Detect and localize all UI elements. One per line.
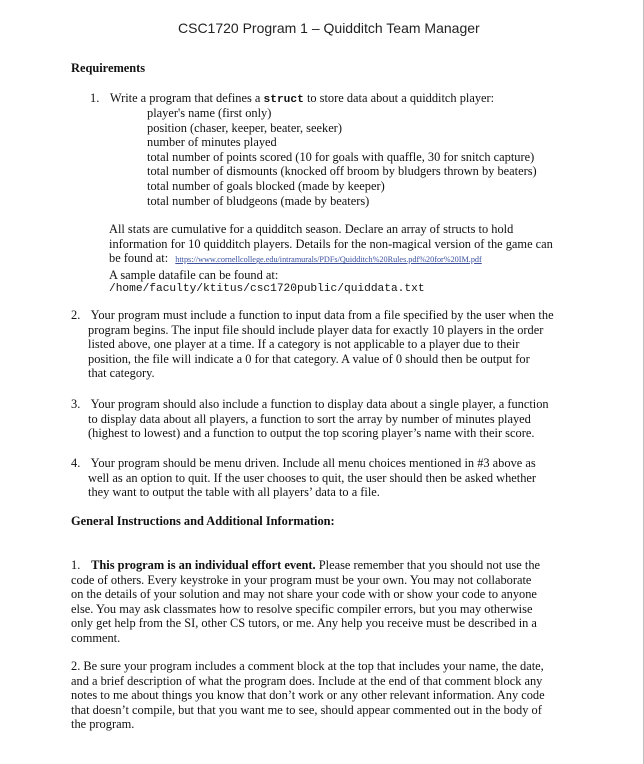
quidditch-rules-link[interactable]: https://www.cornellcollege.edu/intramurals/PDFs/Quidditch%20Rules.pdf%20for%20IM.pdf — [175, 255, 482, 265]
req-item-1-paragraph — [109, 222, 553, 297]
req-item-2-line: listed above, one player at a time. If a category is not applicable to a player due to their — [88, 337, 520, 352]
general-item-1-text: Please remember that you should not use the — [318, 558, 541, 572]
general-item-2 — [71, 659, 545, 732]
general-item-2-line: that doesn’t compile, but that you want me to see, should appear commented out in the body of — [71, 702, 542, 717]
paragraph-line: A sample datafile can be found at: — [109, 267, 279, 282]
req-item-1-text-b: to store data about a quidditch player: — [306, 91, 495, 105]
player-field-item: number of minutes played — [147, 135, 277, 150]
paragraph-line — [109, 251, 553, 268]
general-item-2-line: and a brief description of what the program does. Include at the end of that comment block any — [71, 673, 543, 688]
player-field-item: player's name (first only) — [147, 106, 272, 120]
struct-keyword: struct — [263, 94, 304, 106]
player-field-item: total number of dismounts (knocked off broom by bludgers thrown by beaters) — [147, 164, 537, 179]
req-item-2-number: 2. — [71, 308, 81, 322]
player-field-item: total number of bludgeons (made by beaters) — [147, 193, 370, 208]
req-item-2-line: that category. — [88, 366, 155, 381]
general-item-1-number: 1. — [71, 558, 81, 572]
datafile-path: /home/faculty/ktitus/csc1720public/quiddata.txt — [109, 283, 425, 296]
general-item-1 — [71, 558, 540, 646]
player-field-item: position (chaser, keeper, beater, seeker) — [147, 120, 342, 135]
general-item-2-line: 2. Be sure your program includes a comment block at the top that includes your name, the date, — [71, 659, 544, 673]
player-field-item: total number of goals blocked (made by keeper) — [147, 178, 385, 193]
general-item-1-line: code of others. Every keystroke in your program must be your own. You may not collaborate — [71, 572, 532, 587]
general-item-1-line: only get help from the SI, other CS tutors, or me. Any help you receive must be described in a — [71, 616, 537, 631]
req-item-3 — [71, 397, 549, 441]
req-item-2 — [71, 308, 554, 381]
page-title: CSC1720 Program 1 – Quidditch Team Manager — [178, 20, 480, 36]
req-item-4-line: they want to output the table with all players’ data to a file. — [88, 485, 380, 500]
found-at-label: be found at: — [109, 251, 169, 266]
player-field-list — [147, 106, 537, 208]
req-item-2-line: Your program must include a function to input data from a file specified by the user when the — [90, 308, 554, 322]
req-item-3-line: (highest to lowest) and a function to output the top scoring player’s name with their score. — [88, 426, 535, 441]
req-item-3-number: 3. — [71, 397, 81, 411]
general-item-1-line: comment. — [71, 630, 121, 645]
req-item-3-line: to display data about all players, a function to sort the array by number of minutes played — [88, 411, 531, 426]
individual-effort-statement: This program is an individual effort event. — [91, 558, 316, 572]
req-item-2-line: program begins. The input file should include player data for exactly 10 players in the order — [88, 322, 544, 337]
req-item-1-number: 1. — [90, 91, 100, 105]
req-item-4-number: 4. — [71, 456, 81, 470]
req-item-1-text-a: Write a program that defines a — [109, 91, 261, 105]
general-item-2-line: the program. — [71, 717, 135, 732]
req-item-4 — [71, 456, 536, 500]
req-item-4-line: well as an option to quit. If the user chooses to quit, the user should then be asked whether — [88, 470, 537, 485]
general-heading: General Instructions and Additional Information: — [71, 514, 335, 528]
paragraph-line: information for 10 quidditch players. Details for the non-magical version of the game can — [109, 236, 553, 251]
general-item-1-line: else. You may ask classmates how to resolve specific compiler errors, but you may otherwise — [71, 601, 533, 616]
req-item-2-line: position, the file will indicate a 0 for that category. A value of 0 should then be output for — [88, 351, 530, 366]
player-field-item: total number of points scored (10 for goals with quaffle, 30 for snitch capture) — [147, 149, 535, 164]
general-item-1-line: on the details of your solution and may not share your code with or show your code to anyone — [71, 587, 537, 602]
req-item-4-line: Your program should be menu driven. Include all menu choices mentioned in #3 above as — [90, 456, 536, 470]
paragraph-line: All stats are cumulative for a quidditch season. Declare an array of structs to hold — [109, 222, 514, 236]
req-item-3-line: Your program should also include a function to display data about a single player, a function — [90, 397, 549, 411]
requirements-heading: Requirements — [71, 61, 146, 75]
general-item-2-line: notes to me about things you know that don’t work or any other relevant information. Any code — [71, 688, 545, 703]
